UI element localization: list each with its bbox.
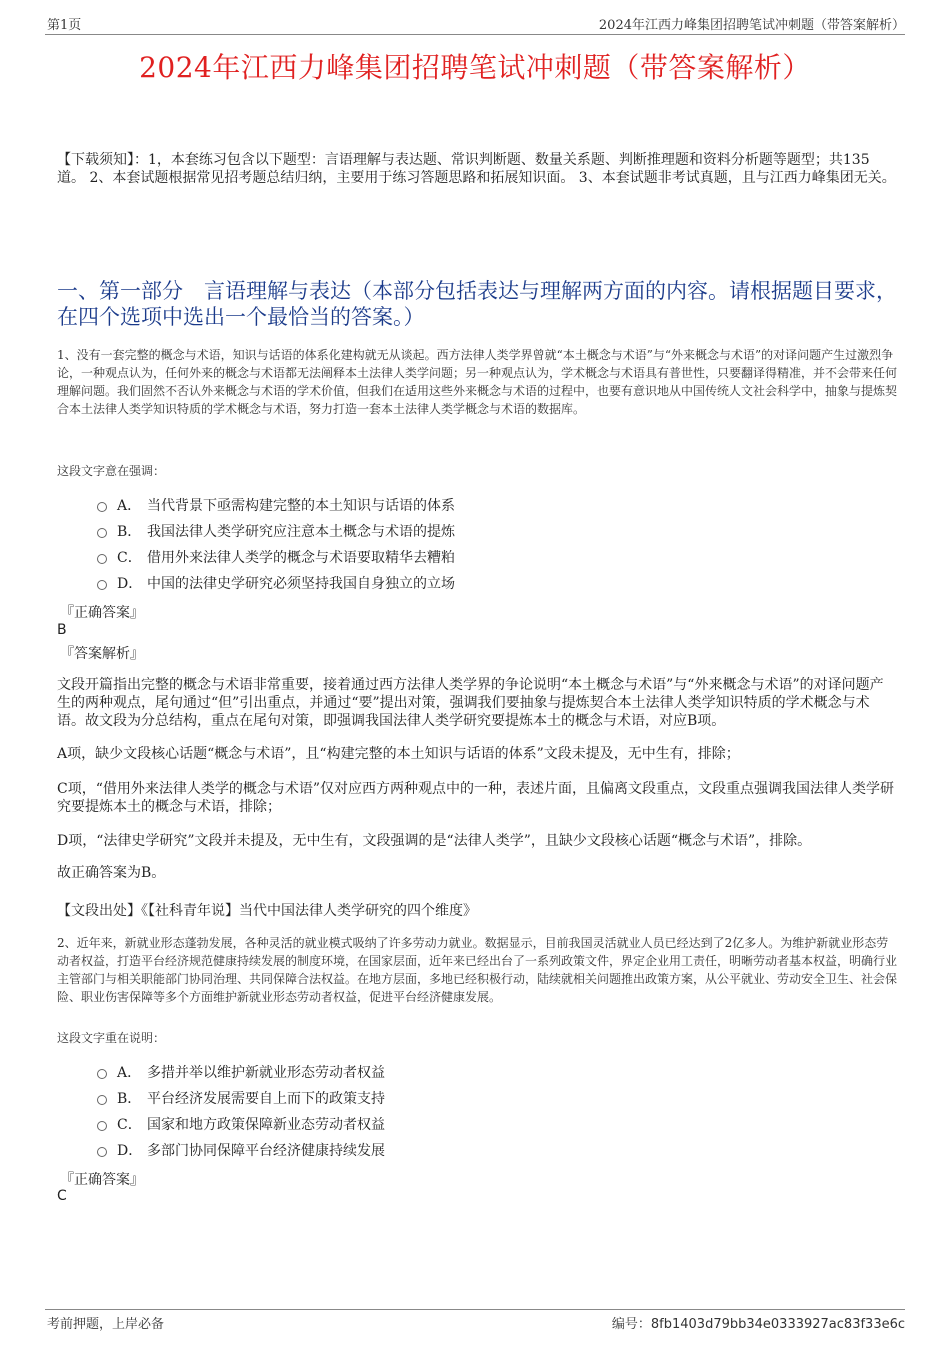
option-text: 多部门协同保障平台经济健康持续发展: [147, 1143, 385, 1159]
radio-icon[interactable]: [97, 502, 107, 512]
option-d[interactable]: [97, 1137, 897, 1163]
footer-code-value: 8fb1403d79bb34e0333927ac83f33e6c: [650, 1317, 905, 1332]
radio-icon[interactable]: [97, 528, 107, 538]
passage-source: 【文段出处】《【社科青年说】当代中国法律人类学研究的四个维度》: [57, 903, 477, 919]
analysis-paragraph: 文段开篇指出完整的概念与术语非常重要，接着通过西方法律人类学界的争论说明“本土概念与术语”与“外来概念与术语”的对译问题产生的两种观点，尾句通过“但”引出重点，并通过“要”提出对策，强调我们要抽象与提炼契合本土法律人类学知识特质的学术概念与术语。故文段为分总结构，重点在尾句对策，即强调我国法律人类学研究要提炼本土的概念与术语，对应B项。: [57, 677, 884, 729]
option-b[interactable]: [97, 518, 897, 544]
radio-icon[interactable]: [97, 1121, 107, 1131]
analysis-paragraph: D项，“法律史学研究”文段并未提及，无中生有，文段强调的是“法律人类学”，且缺少文段核心话题“概念与术语”，排除。: [57, 833, 812, 849]
option-letter: C．: [117, 550, 142, 566]
option-text: 平台经济发展需要自上而下的政策支持: [147, 1091, 385, 1107]
footer-divider: [45, 1309, 905, 1310]
option-letter: B．: [117, 524, 142, 540]
download-notice: 【下载须知】：1，本套练习包含以下题型：言语理解与表达题、常识判断题、数量关系题、判断推理题和资料分析题等题型；共135道。 2、本套试题根据常见招考题总结归纳，主要用于练习答题思路和拓展知识面。 3、本套试题非考试真题，且与江西力峰集团无关。: [57, 152, 896, 186]
correct-answer-value: B: [57, 622, 67, 638]
radio-icon[interactable]: [97, 1095, 107, 1105]
option-b[interactable]: [97, 1085, 897, 1111]
radio-icon[interactable]: [97, 554, 107, 564]
option-text: 借用外来法律人类学的概念与术语要取精华去糟粕: [147, 550, 455, 566]
option-letter: D．: [117, 1143, 143, 1159]
page-number: 第1页: [47, 18, 82, 33]
section-heading: 一、第一部分 言语理解与表达（本部分包括表达与理解两方面的内容。请根据题目要求，在四个选项中选出一个最恰当的答案。）: [57, 279, 897, 329]
option-letter: A．: [117, 498, 142, 514]
analysis-conclusion: 故正确答案为B。: [57, 865, 166, 881]
option-letter: D．: [117, 576, 143, 592]
question-1-options: [97, 492, 897, 596]
analysis-label: 『答案解析』: [60, 646, 144, 662]
header-divider: [45, 34, 905, 35]
option-text: 我国法律人类学研究应注意本土概念与术语的提炼: [147, 524, 455, 540]
option-text: 当代背景下亟需构建完整的本土知识与话语的体系: [147, 498, 455, 514]
radio-icon[interactable]: [97, 580, 107, 590]
option-c[interactable]: [97, 544, 897, 570]
radio-icon[interactable]: [97, 1069, 107, 1079]
option-d[interactable]: [97, 570, 897, 596]
question-1-stem: 1、没有一套完整的概念与术语，知识与话语的体系化建构就无从谈起。西方法律人类学界曾就“本土概念与术语”与“外来概念与术语”的对译问题产生过激烈争论，一种观点认为，任何外来的概念与术语都无法阐释本土法律人类学问题；另一种观点认为，学术概念与术语具有普世性，只要翻译得精准，并不会带来任何理解问题。我们固然不否认外来概念与术语的学术价值，但我们在适用这些外来概念与术语的过程中，也要有意识地从中国传统人文社会科学中，抽象与提炼契合本土法律人类学知识特质的学术概念与术语，努力打造一套本土法律人类学概念与术语的数据库。: [57, 348, 898, 416]
analysis-paragraph: C项，“借用外来法律人类学的概念与术语”仅对应西方两种观点中的一种，表述片面，且偏离文段重点，文段重点强调我国法律人类学研究要提炼本土的概念与术语，排除；: [57, 781, 895, 815]
footer-code-label: 编号：: [611, 1317, 651, 1332]
question-2-stem: 2、近年来，新就业形态蓬勃发展，各种灵活的就业模式吸纳了许多劳动力就业。数据显示，目前我国灵活就业人员已经达到了2亿多人。为维护新就业形态劳动者权益，打造平台经济规范健康持续发展的制度环境，在国家层面，近年来已经出台了一系列政策文件，界定企业用工责任，明晰劳动者基本权益，明确行业主管部门与相关职能部门协同治理、共同保障合法权益。在地方层面，多地已经积极行动，陆续就相关问题推出政策方案，从公平就业、劳动安全卫生、社会保险、职业伤害保障等多个方面维护新就业形态劳动者权益，促进平台经济健康发展。: [57, 936, 898, 1004]
option-letter: C．: [117, 1117, 142, 1133]
footer-slogan: 考前押题，上岸必备: [47, 1317, 165, 1332]
page-title: 2024年江西力峰集团招聘笔试冲刺题（带答案解析）: [139, 51, 811, 84]
question-2-prompt: 这段文字重在说明：: [57, 1031, 166, 1045]
footer-code: [612, 1313, 905, 1332]
option-c[interactable]: [97, 1111, 897, 1137]
question-1-prompt: 这段文字意在强调：: [57, 464, 166, 478]
option-text: 多措并举以维护新就业形态劳动者权益: [147, 1065, 385, 1081]
option-text: 中国的法律史学研究必须坚持我国自身独立的立场: [147, 576, 455, 592]
analysis-paragraph: A项，缺少文段核心话题“概念与术语”，且“构建完整的本土知识与话语的体系”文段未提及，无中生有，排除；: [57, 746, 740, 762]
correct-answer-value: C: [57, 1188, 67, 1204]
correct-answer-label: 『正确答案』: [60, 1172, 144, 1188]
correct-answer-label: 『正确答案』: [60, 605, 144, 621]
question-2-options: [97, 1059, 897, 1163]
option-letter: A．: [117, 1065, 142, 1081]
option-text: 国家和地方政策保障新业态劳动者权益: [147, 1117, 385, 1133]
option-a[interactable]: [97, 1059, 897, 1085]
option-a[interactable]: [97, 492, 897, 518]
radio-icon[interactable]: [97, 1147, 107, 1157]
option-letter: B．: [117, 1091, 142, 1107]
header-doc-title: 2024年江西力峰集团招聘笔试冲刺题（带答案解析）: [598, 18, 905, 33]
